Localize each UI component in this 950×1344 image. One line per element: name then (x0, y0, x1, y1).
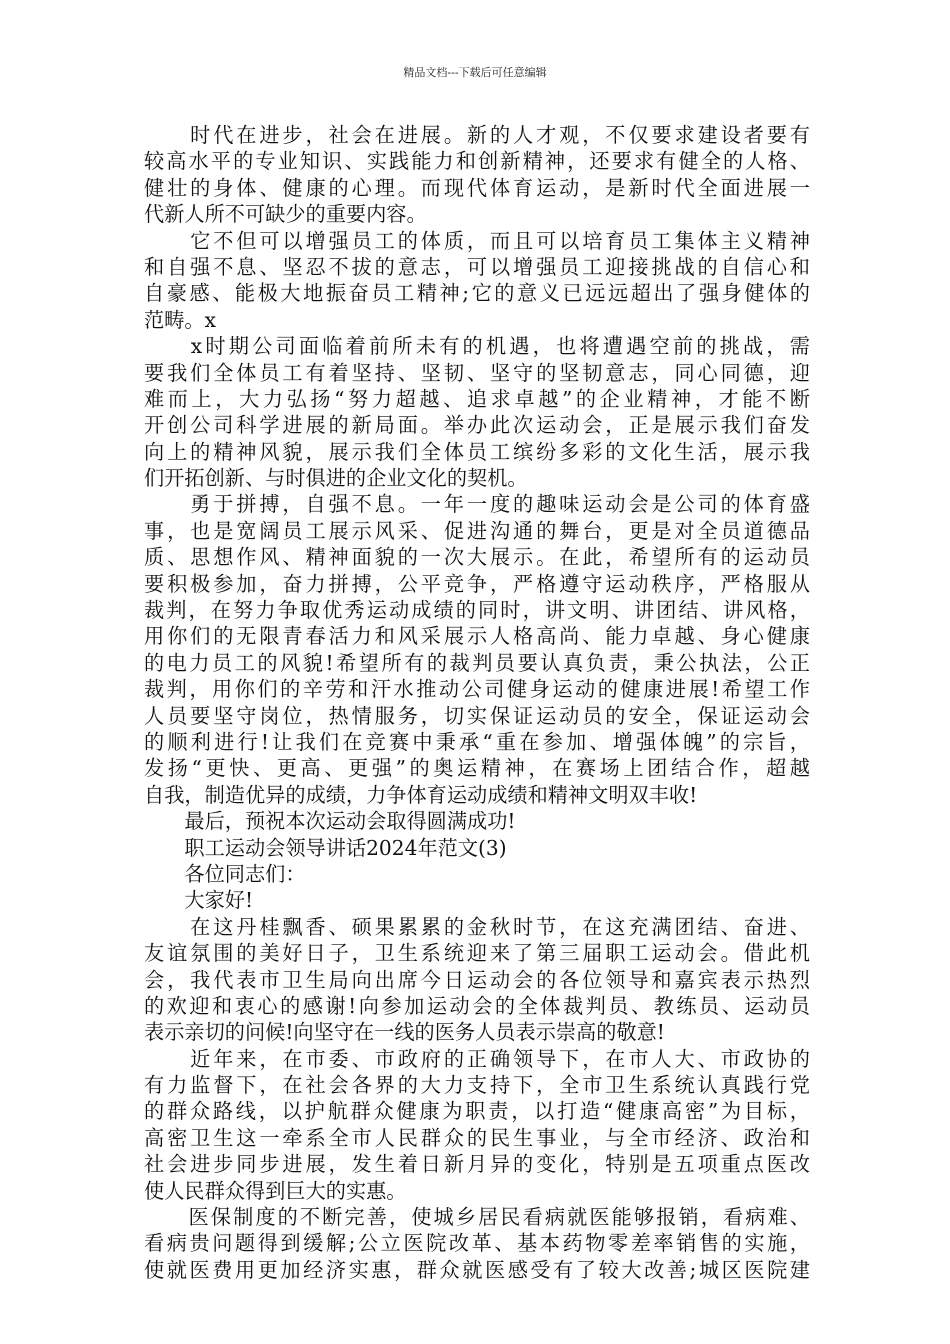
text-line: 要积极参加，奋力拼搏，公平竞争，严格遵守运动秩序，严格服从 (144, 571, 810, 596)
text-line: 职工运动会领导讲话2024年范文(3) (144, 835, 507, 860)
text-line: 发扬“更快、更高、更强”的奥运精神，在赛场上团结合作，超越 (144, 756, 810, 781)
text-line: 有力监督下，在社会各界的大力支持下，全市卫生系统认真践行党 (144, 1073, 810, 1098)
text-line: 裁判，在努力争取优秀运动成绩的同时，讲文明、讲团结、讲风格， (144, 598, 810, 623)
text-line: 健壮的身体、健康的心理。而现代体育运动，是新时代全面进展一 (144, 175, 810, 200)
text-line: 使人民群众得到巨大的实惠。 (144, 1178, 407, 1203)
text-line: 它不但可以增强员工的体质，而且可以培育员工集体主义精神 (144, 228, 810, 253)
text-line: 在这丹桂飘香、硕果累累的金秋时节，在这充满团结、奋进、 (144, 914, 810, 939)
text-line: 近年来，在市委、市政府的正确领导下，在市人大、市政协的 (144, 1046, 810, 1071)
text-line: 会，我代表市卫生局向出席今日运动会的各位领导和嘉宾表示热烈 (144, 967, 810, 992)
text-line: 事，也是宽阔员工展示风采、促进沟通的舞台，更是对全员道德品 (144, 518, 810, 543)
text-line: 时代在进步，社会在进展。新的人才观，不仅要求建设者要有 (144, 123, 810, 147)
text-line: 的电力员工的风貌!希望所有的裁判员要认真负责，秉公执法，公正 (144, 650, 810, 675)
text-line: 的群众路线，以护航群众健康为职责，以打造“健康高密”为目标， (144, 1099, 810, 1124)
text-line: 自我，制造优异的成绩，力争体育运动成绩和精神文明双丰收! (144, 782, 698, 807)
text-line: 大家好! (144, 888, 254, 913)
document-body (144, 122, 810, 1283)
text-line: 自豪感、能极大地振奋员工精神;它的意义已远远超出了强身健体的 (144, 281, 810, 306)
text-line: 开创公司科学进展的新局面。举办此次运动会，正是展示我们奋发 (144, 413, 810, 438)
text-line: x时期公司面临着前所未有的机遇，也将遭遇空前的挑战，需 (144, 334, 810, 359)
text-line: 较高水平的专业知识、实践能力和创新精神，还要求有健全的人格、 (144, 149, 810, 174)
text-line: 们开拓创新、与时俱进的企业文化的契机。 (144, 466, 528, 491)
text-line: 和自强不息、坚忍不拔的意志，可以增强员工迎接挑战的自信心和 (144, 254, 810, 279)
text-line: 社会进步同步进展，发生着日新月异的变化，特别是五项重点医改 (144, 1152, 810, 1177)
text-line: 用你们的无限青春活力和风采展示人格高尚、能力卓越、身心健康 (144, 624, 810, 649)
page-header: 精品文档---下载后可任意编辑 (403, 66, 547, 79)
text-line: 的顺利进行!让我们在竞赛中秉承“重在参加、增强体魄”的宗旨， (144, 729, 810, 754)
text-line: 看病贵问题得到缓解;公立医院改革、基本药物零差率销售的实施， (144, 1231, 810, 1256)
text-line: 质、思想作风、精神面貌的一次大展示。在此，希望所有的运动员 (144, 545, 810, 570)
text-line: 裁判，用你们的辛劳和汗水推动公司健身运动的健康进展!希望工作 (144, 677, 810, 702)
text-line: 范畴。x (144, 307, 216, 332)
text-line: 友谊氛围的美好日子，卫生系统迎来了第三届职工运动会。借此机 (144, 941, 810, 966)
text-line: 代新人所不可缺少的重要内容。 (144, 202, 427, 227)
text-line: 要我们全体员工有着坚持、坚韧、坚守的坚韧意志，同心同德，迎 (144, 360, 810, 385)
text-line: 高密卫生这一牵系全市人民群众的民生事业，与全市经济、政治和 (144, 1125, 810, 1150)
text-line: 最后，预祝本次运动会取得圆满成功! (144, 809, 516, 834)
text-line: 各位同志们： (144, 861, 306, 886)
text-line: 难而上，大力弘扬“努力超越、追求卓越”的企业精神，才能不断 (144, 386, 810, 411)
text-line: 向上的精神风貌，展示我们全体员工缤纷多彩的文化生活，展示我 (144, 439, 810, 464)
text-line: 使就医费用更加经济实惠，群众就医感受有了较大改善;城区医院建 (144, 1257, 810, 1282)
text-line: 表示亲切的问候!向坚守在一线的医务人员表示崇高的敬意! (144, 1020, 665, 1045)
text-line: 医保制度的不断完善，使城乡居民看病就医能够报销，看病难、 (144, 1205, 810, 1230)
text-line: 的欢迎和衷心的感谢!向参加运动会的全体裁判员、教练员、运动员 (144, 993, 810, 1018)
text-line: 勇于拼搏，自强不息。一年一度的趣味运动会是公司的体育盛 (144, 492, 810, 517)
text-line: 人员要坚守岗位，热情服务，切实保证运动员的安全，保证运动会 (144, 703, 810, 728)
